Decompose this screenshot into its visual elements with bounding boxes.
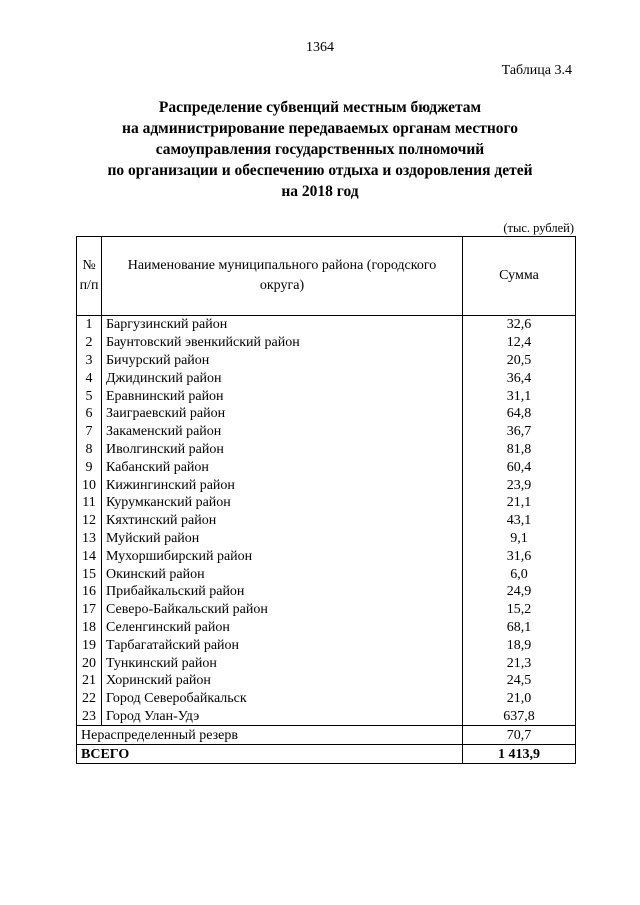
page-number: 1364: [306, 40, 334, 55]
row-sum: 24,5: [463, 672, 576, 690]
district-name: Кабанский район: [102, 458, 463, 476]
subvention-table: [76, 236, 576, 764]
row-number: 11: [77, 494, 102, 512]
header-name-line1: Наименование муниципального района (городского: [127, 258, 437, 273]
row-sum: 64,8: [463, 405, 576, 423]
header-num-line2: п/п: [79, 278, 99, 293]
table-row: [77, 352, 576, 370]
row-sum: 12,4: [463, 334, 576, 352]
table-row: [77, 672, 576, 690]
row-sum: 21,1: [463, 494, 576, 512]
row-number: 21: [77, 672, 102, 690]
row-sum: 60,4: [463, 458, 576, 476]
row-number: 16: [77, 583, 102, 601]
table-row: [77, 494, 576, 512]
row-sum: 81,8: [463, 441, 576, 459]
district-name: Бичурский район: [102, 352, 463, 370]
total-sum: 1 413,9: [463, 745, 576, 764]
title-line: по организации и обеспечению отдыха и оздоровления детей: [107, 162, 533, 179]
table-row: [77, 530, 576, 548]
table-row: [77, 387, 576, 405]
row-sum: 637,8: [463, 708, 576, 726]
district-name: Муйский район: [102, 530, 463, 548]
title-line: на администрирование передаваемых органам местного: [122, 120, 518, 137]
header-name: [102, 237, 463, 316]
header-num: [77, 237, 102, 316]
row-number: 4: [77, 369, 102, 387]
district-name: Баргузинский район: [102, 316, 463, 334]
table-row: [77, 654, 576, 672]
row-number: 22: [77, 690, 102, 708]
title-line: Распределение субвенций местным бюджетам: [158, 99, 482, 116]
row-sum: 23,9: [463, 476, 576, 494]
table-row: [77, 316, 576, 334]
row-sum: 15,2: [463, 601, 576, 619]
district-name: Прибайкальский район: [102, 583, 463, 601]
table-row: [77, 423, 576, 441]
district-name: Кяхтинский район: [102, 512, 463, 530]
table-row: [77, 476, 576, 494]
row-sum: 20,5: [463, 352, 576, 370]
table-row: [77, 708, 576, 726]
row-number: 5: [77, 387, 102, 405]
table-row: [77, 619, 576, 637]
row-number: 20: [77, 654, 102, 672]
row-number: 14: [77, 547, 102, 565]
table-row: [77, 690, 576, 708]
table-header-row: [77, 237, 576, 316]
row-number: 19: [77, 636, 102, 654]
district-name: Иволгинский район: [102, 441, 463, 459]
row-number: 13: [77, 530, 102, 548]
row-number: 12: [77, 512, 102, 530]
district-name: Тарбагатайский район: [102, 636, 463, 654]
table-label: Таблица 3.4: [501, 63, 572, 78]
row-number: 23: [77, 708, 102, 726]
row-sum: 31,6: [463, 547, 576, 565]
row-number: 18: [77, 619, 102, 637]
district-name: Джидинский район: [102, 369, 463, 387]
row-sum: 18,9: [463, 636, 576, 654]
row-sum: 31,1: [463, 387, 576, 405]
district-name: Город Улан-Удэ: [102, 708, 463, 726]
units-note: (тыс. рублей): [503, 221, 574, 235]
district-name: Баунтовский эвенкийский район: [102, 334, 463, 352]
table-row: [77, 458, 576, 476]
row-sum: 6,0: [463, 565, 576, 583]
district-name: Тункинский район: [102, 654, 463, 672]
table-row: [77, 334, 576, 352]
reserve-label: Нераспределенный резерв: [77, 726, 463, 745]
district-name: Закаменский район: [102, 423, 463, 441]
reserve-sum: 70,7: [463, 726, 576, 745]
district-name: Кижингинский район: [102, 476, 463, 494]
total-row: [77, 745, 576, 764]
row-sum: 21,3: [463, 654, 576, 672]
table-row: [77, 565, 576, 583]
table-row: [77, 512, 576, 530]
district-name: Курумканский район: [102, 494, 463, 512]
district-name: Заиграевский район: [102, 405, 463, 423]
row-sum: 36,7: [463, 423, 576, 441]
row-number: 10: [77, 476, 102, 494]
table-row: [77, 601, 576, 619]
title-line: самоуправления государственных полномочий: [155, 141, 485, 158]
table-row: [77, 441, 576, 459]
row-number: 15: [77, 565, 102, 583]
district-name: Еравнинский район: [102, 387, 463, 405]
total-label: ВСЕГО: [77, 745, 463, 764]
district-name: Мухоршибирский район: [102, 547, 463, 565]
district-name: Селенгинский район: [102, 619, 463, 637]
row-sum: 21,0: [463, 690, 576, 708]
row-number: 7: [77, 423, 102, 441]
row-number: 9: [77, 458, 102, 476]
row-sum: 24,9: [463, 583, 576, 601]
document-title: [60, 97, 580, 202]
row-sum: 43,1: [463, 512, 576, 530]
row-sum: 68,1: [463, 619, 576, 637]
row-number: 8: [77, 441, 102, 459]
row-sum: 32,6: [463, 316, 576, 334]
district-name: Северо-Байкальский район: [102, 601, 463, 619]
row-number: 6: [77, 405, 102, 423]
row-number: 2: [77, 334, 102, 352]
table-row: [77, 405, 576, 423]
district-name: Окинский район: [102, 565, 463, 583]
reserve-row: [77, 726, 576, 745]
row-number: 3: [77, 352, 102, 370]
district-name: Хоринский район: [102, 672, 463, 690]
table-row: [77, 583, 576, 601]
row-number: 1: [77, 316, 102, 334]
row-sum: 36,4: [463, 369, 576, 387]
header-sum: Сумма: [463, 237, 576, 316]
header-name-line2: округа): [259, 278, 305, 293]
title-line: на 2018 год: [281, 183, 359, 200]
district-name: Город Северобайкальск: [102, 690, 463, 708]
header-num-line1: №: [82, 258, 96, 273]
row-sum: 9,1: [463, 530, 576, 548]
table-row: [77, 369, 576, 387]
row-number: 17: [77, 601, 102, 619]
table-row: [77, 636, 576, 654]
table-row: [77, 547, 576, 565]
